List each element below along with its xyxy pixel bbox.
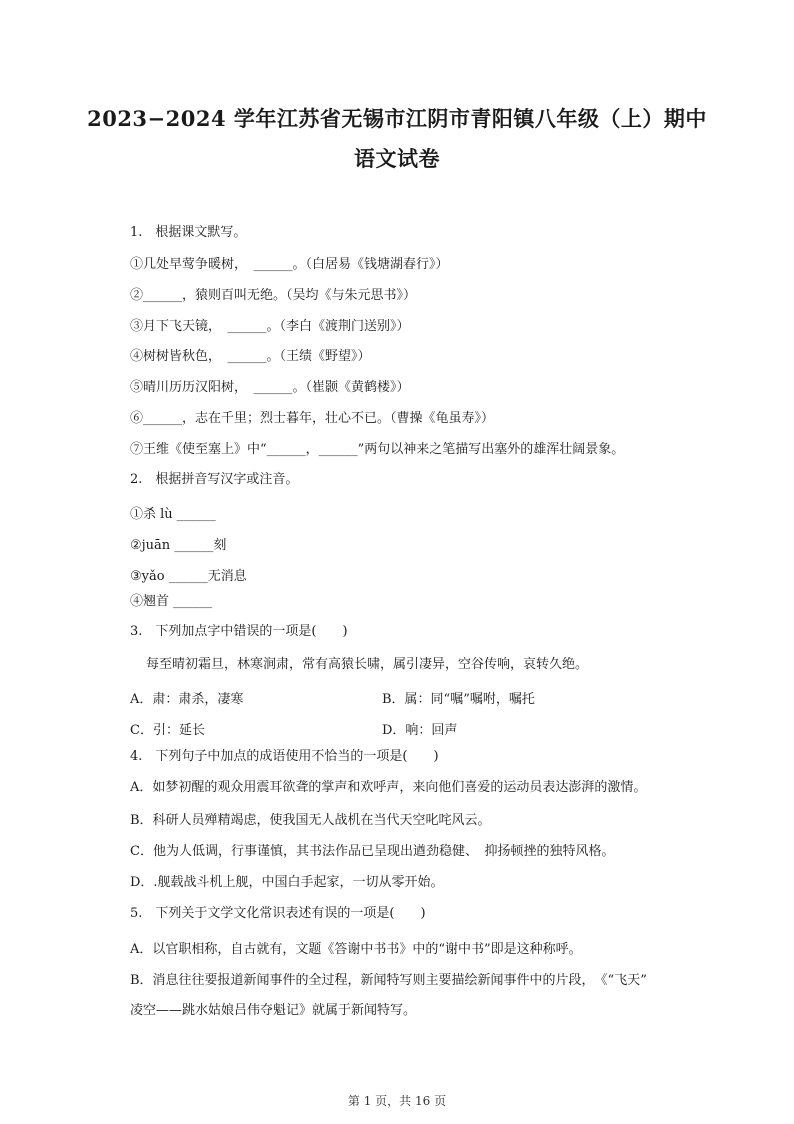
page-title-line-1: 2023−2024 学年江苏省无锡市江阴市青阳镇八年级（上）期中 <box>87 106 707 131</box>
question-2-item-3: ③yǎo ______无消息 <box>130 569 247 584</box>
question-3-option-a: A．肃：肃杀，凄寒 <box>130 692 244 707</box>
question-4-option-b: B．科研人员殚精竭虑，使我国无人战机在当代天空叱咤风云。 <box>130 813 491 828</box>
page-title-line-2: 语文试卷 <box>354 146 440 171</box>
question-1-item-6: ⑥______，志在千里；烈士暮年，壮心不已。（曹操《龟虽寿》） <box>130 411 495 426</box>
question-3-stem: 3. 下列加点字中错误的一项是( ) <box>130 624 348 639</box>
question-1-item-4: ④树树皆秋色， ______。（王绩《野望》） <box>130 349 371 364</box>
question-5-stem: 5. 下列关于文学文化常识表述有误的一项是( ) <box>130 906 426 921</box>
question-2-item-1: ①杀 lù ______ <box>130 507 216 522</box>
question-5-option-a: A．以官职相称，自古就有，文题《答谢中书书》中的“谢中书”即是这种称呼。 <box>130 942 582 957</box>
question-5-option-b-continued: 凌空——跳水姑娘吕伟夺魁记》就属于新闻特写。 <box>130 1003 417 1018</box>
question-3-option-d: D．响：回声 <box>382 723 458 738</box>
question-1-stem: 1. 根据课文默写。 <box>130 225 247 240</box>
question-1-item-2: ②______，猿则百叫无绝。（吴均《与朱元思书》） <box>130 288 417 303</box>
question-1-item-3: ③月下飞天镜， ______。（李白《渡荆门送别》） <box>130 319 410 334</box>
question-1-item-7: ⑦王维《使至塞上》中“______，______”两句以神来之笔描写出塞外的雄浑壮阔景象。 <box>130 442 625 457</box>
question-1-item-1: ①几处早莺争暖树， ______。（白居易《钱塘湖春行》） <box>130 257 449 272</box>
question-3-option-b: B．属：同“嘱”嘱咐，嘱托 <box>382 692 535 707</box>
question-4-option-d: D．.舰载战斗机上舰，中国白手起家，一切从零开始。 <box>130 875 444 890</box>
question-3-passage: 每至晴初霜旦，林寒涧肃，常有高猿长啸，属引凄异，空谷传响，哀转久绝。 <box>146 657 589 672</box>
question-3-option-c: C．引：延长 <box>130 723 205 738</box>
question-2-item-2: ②juān ______刻 <box>130 538 227 553</box>
question-4-stem: 4. 下列句子中加点的成语使用不恰当的一项是( ) <box>130 749 439 764</box>
page-footer: 第 1 页，共 16 页 <box>347 1094 447 1108</box>
question-1-item-5: ⑤晴川历历汉阳树， ______。（崔颢《黄鹤楼》） <box>130 380 410 395</box>
question-2-item-4: ④翘首 ______ <box>130 594 213 609</box>
question-5-option-b: B．消息往往要报道新闻事件的全过程，新闻特写则主要描绘新闻事件中的片段， 《“飞天” <box>130 973 647 988</box>
question-4-option-a: A．如梦初醒的观众用震耳欲聋的掌声和欢呼声，来向他们喜爱的运动员表达澎湃的激情。 <box>130 780 647 795</box>
question-2-stem: 2. 根据拼音写汉字或注音。 <box>130 472 299 487</box>
question-4-option-c: C．他为人低调，行事谨慎，其书法作品已呈现出遒劲稳健、 抑扬顿挫的独特风格。 <box>130 844 615 859</box>
